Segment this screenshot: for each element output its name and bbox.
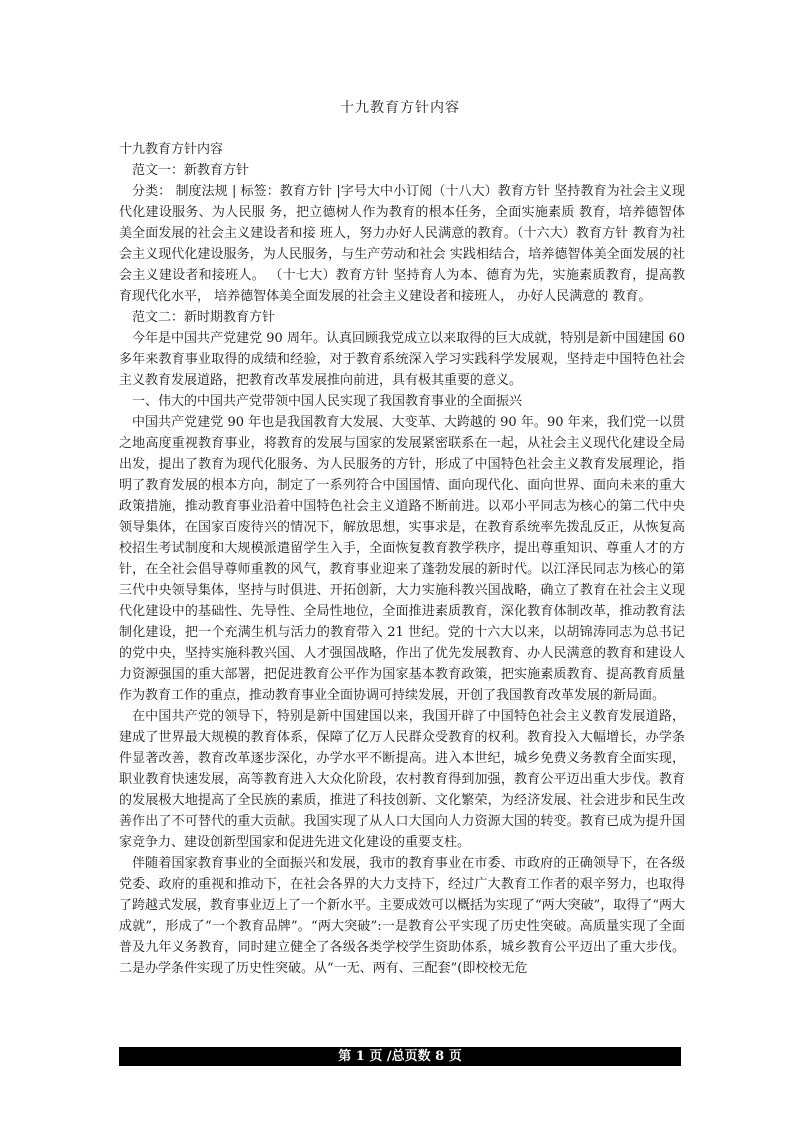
paragraph: 中国共产党建党 90 年也是我国教育大发展、大变革、大跨越的 90 年。90 年来，我们党一以贯之地高度重视教育事业，将教育的发展与国家的发展紧密联系在一起，从社会主义现代化建设全局出发，提出了教育为现代化服务、为人民服务的方针，形成了中国特色社会主义教育发展理论，指明了教育发展的根本方向，制定了一系列符合中国国情、面向现代化、面向世界、面向未来的重大政策措施，推动教育事业沿着中国特色社会主义道路不断前进。以邓小平同志为核心的第二代中央领导集体，在国家百废待兴的情况下，解放思想，实事求是，在教育系统率先拨乱反正，从恢复高校招生考试制度和大规模派遣留学生入手，全面恢复教育教学秩序，提出尊重知识、尊重人才的方针，在全社会倡导尊师重教的风气，教育事业迎来了蓬勃发展的新时代。以江泽民同志为核心的第三代中央领导集体，坚持与时俱进、开拓创新，大力实施科教兴国战略，确立了教育在社会主义现代化建设中的基础性、先导性、全局性地位，全面推进素质教育，深化教育体制改革，推动教育法制化建设，把一个充满生机与活力的教育带入 21 世纪。党的十六大以来，以胡锦涛同志为总书记的党中央，坚持实施科教兴国、人才强国战略，作出了优先发展教育、办人民满意的教育和建设人力资源强国的重大部署，把促进教育公平作为国家基本教育政策，把实施素质教育、提高教育质量作为教育工作的重点，推动教育事业全面协调可持续发展，开创了我国教育改革发展的新局面。	[119, 415, 685, 703]
page-title: 十九教育方针内容	[340, 100, 460, 116]
section-heading-essay-one: 范文一：新教育方针	[132, 163, 250, 178]
section-heading-part-one: 一、伟大的中国共产党带领中国人民实现了我国教育事业的全面振兴	[132, 394, 523, 409]
page-number-footer: 第 1 页 /总页数 8 页	[119, 1047, 681, 1066]
section-heading-essay-two: 范文二：新时期教育方针	[132, 310, 276, 325]
document-body	[119, 139, 685, 979]
paragraph: 伴随着国家教育事业的全面振兴和发展，我市的教育事业在市委、市政府的正确领导下，在各级党委、政府的重视和推动下，在社会各界的大力支持下，经过广大教育工作者的艰辛努力，也取得了跨越式发展，教育事业迈上了一个新水平。主要成效可以概括为实现了“两大突破”，取得了“两大成就”，形成了“一个教育品牌”。“两大突破”:一是教育公平实现了历史性突破。高质量实现了全面普及九年义务教育，同时建立健全了各级各类学校学生资助体系，城乡教育公平迈出了重大步伐。二是办学条件实现了历史性突破。从“一无、两有、三配套”(即校校无危	[119, 856, 685, 976]
body-heading: 十九教育方针内容	[119, 142, 224, 157]
paragraph: 在中国共产党的领导下，特别是新中国建国以来，我国开辟了中国特色社会主义教育发展道路，建成了世界最大规模的教育体系，保障了亿万人民群众受教育的权利。教育投入大幅增长，办学条件显著改善，教育改革逐步深化，办学水平不断提高。进入本世纪，城乡免费义务教育全面实现，职业教育快速发展，高等教育进入大众化阶段，农村教育得到加强，教育公平迈出重大步伐。教育的发展极大地提高了全民族的素质，推进了科技创新、文化繁荣，为经济发展、社会进步和民生改善作出了不可替代的重大贡献。我国实现了从人口大国向人力资源大国的转变。教育已成为提升国家竞争力、建设创新型国家和促进先进文化建设的重要支柱。	[119, 709, 685, 850]
paragraph: 今年是中国共产党建党 90 周年。认真回顾我党成立以来取得的巨大成就，特别是新中国建国 60 多年来教育事业取得的成绩和经验，对于教育系统深入学习实践科学发展观，坚持走中国特色社会主义教育发展道路，把教育改革发展推向前进，具有极其重要的意义。	[119, 331, 685, 388]
paragraph: 分类： 制度法规 | 标签：教育方针 |字号大中小订阅（十八大）教育方针 坚持教育为社会主义现代化建设服务、为人民服 务，把立德树人作为教育的根本任务，全面实施素质 教育，培养德智体美全面发展的社会主义建设者和接 班人，努力办好人民满意的教育。（十六大）教育方针 教育为社会主义现代化建设服务，为人民服务，与生产劳动和社会 实践相结合，培养德智体美全面发展的社会主义建设者和接班人。 （十七大）教育方针 坚持育人为本、德育为先，实施素质教育，提高教育现代化水平， 培养德智体美全面发展的社会主义建设者和接班人， 办好人民满意的 教育。	[119, 184, 685, 304]
